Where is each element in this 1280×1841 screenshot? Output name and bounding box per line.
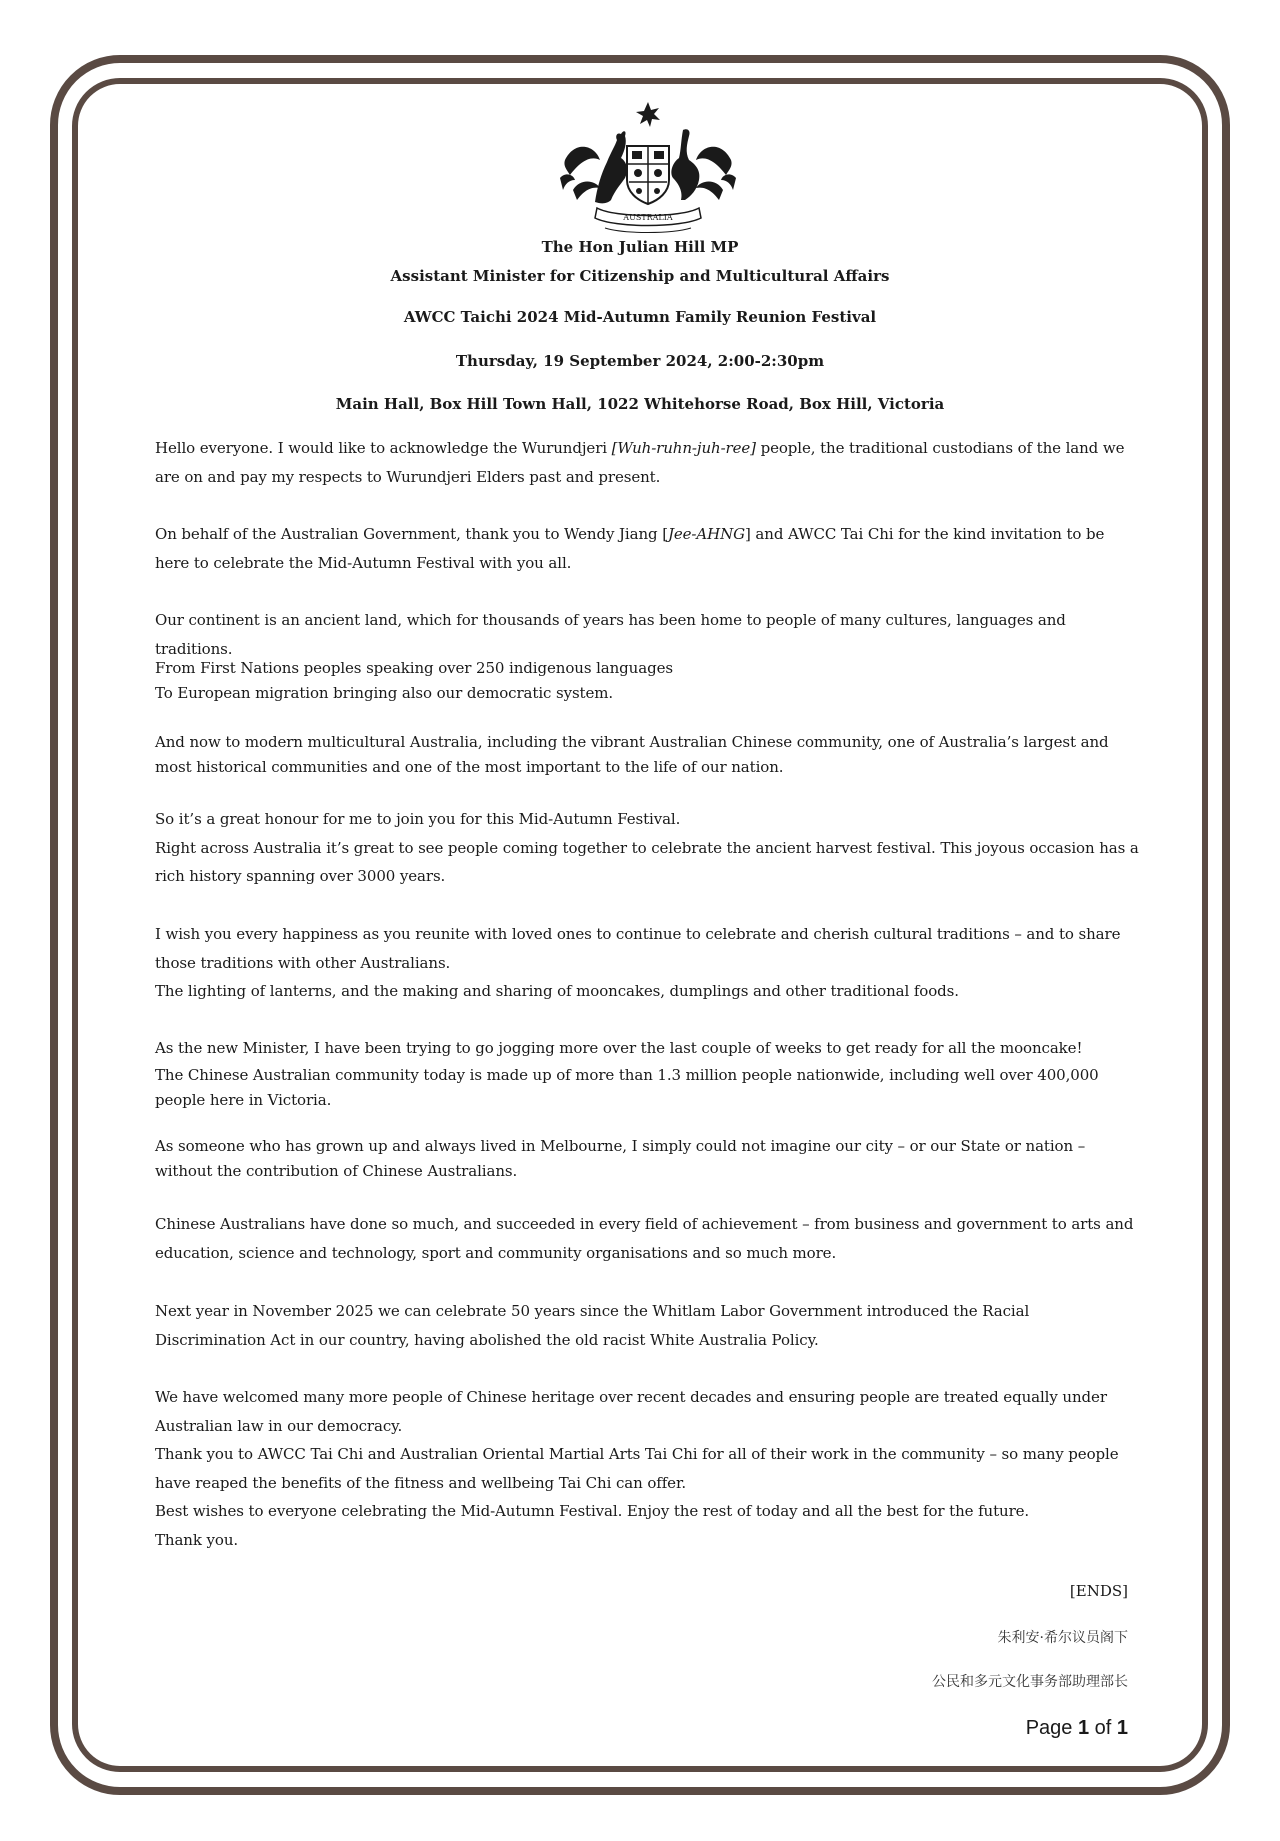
speech-paragraph-multicultural: And now to modern multicultural Australia, including the vibrant Australian Chinese community, one of Australia’s largest and most historical communities and one of the most important to the life of our nation.	[155, 733, 1109, 776]
speech-paragraph-acknowledgement: Hello everyone. I would like to acknowledge the Wurundjeri [Wuh-ruhn-juh-ree] people, the traditional custodians of the land we are on and pay my respects to Wurundjeri Elders past and present.	[155, 439, 1125, 486]
speech-paragraph-history: From First Nations peoples speaking over 250 indigenous languages To European migration bringing also our democratic system.	[155, 659, 673, 702]
speech-paragraph-melbourne: As someone who has grown up and always lived in Melbourne, I simply could not imagine our city – or our State or nation – without the contribution of Chinese Australians.	[155, 1137, 1086, 1180]
event-venue: Main Hall, Box Hill Town Hall, 1022 Whitehorse Road, Box Hill, Victoria	[335, 395, 945, 413]
minister-title: Assistant Minister for Citizenship and Multicultural Affairs	[390, 267, 890, 285]
minister-name: The Hon Julian Hill MP	[541, 238, 739, 256]
ends-marker: [ENDS]	[1069, 1582, 1128, 1600]
svg-text:AUSTRALIA: AUSTRALIA	[623, 213, 673, 222]
event-datetime: Thursday, 19 September 2024, 2:00-2:30pm	[455, 352, 825, 370]
speech-paragraph-wishes: I wish you every happiness as you reunite with loved ones to continue to celebrate and cherish cultural traditions – and to share those traditions with other Australians. The lighting of lanterns, and the making and sharing of mooncakes, dumplings and other traditional foods.	[155, 925, 1121, 1000]
speech-paragraph-whitlam: Next year in November 2025 we can celebrate 50 years since the Whitlam Labor Government introduced the Racial Discrimination Act in our country, having abolished the old racist White Australia Policy.	[155, 1302, 1030, 1349]
event-title: AWCC Taichi 2024 Mid-Autumn Family Reunion Festival	[403, 308, 877, 326]
speech-paragraph-achievement: Chinese Australians have done so much, and succeeded in every field of achievement – from business and government to arts and education, science and technology, sport and community organisations and so much more.	[155, 1215, 1134, 1262]
scan-artifact	[780, 1788, 1080, 1794]
chinese-minister-name: 朱利安·希尔议员阁下	[997, 1630, 1128, 1646]
chinese-minister-title: 公民和多元文化事务部助理部长	[932, 1674, 1128, 1690]
speech-paragraph-closing: We have welcomed many more people of Chinese heritage over recent decades and ensuring people are treated equally under Australian law in our democracy. Thank you to AWCC Tai Chi and Australian Oriental Martial Arts Tai Chi for all of their work in the community – so many people have reaped the benefits of the fitness and wellbeing Tai Chi can offer. Best wishes to everyone celebrating the Mid-Autumn Festival. Enjoy the rest of today and all the best for the future. Thank you.	[155, 1388, 1119, 1549]
speech-paragraph-minister: As the new Minister, I have been trying to go jogging more over the last couple of weeks to get ready for all the mooncake! The Chinese Australian community today is made up of more than 1.3 million people nationwide, including well over 400,000 people here in Victoria.	[155, 1039, 1099, 1109]
coat-of-arms-emblem	[555, 100, 741, 240]
speech-paragraph-continent: Our continent is an ancient land, which for thousands of years has been home to people of many cultures, languages and traditions.	[155, 611, 1066, 658]
speech-paragraph-thanks: On behalf of the Australian Government, thank you to Wendy Jiang [Jee-AHNG] and AWCC Tai Chi for the kind invitation to be here to celebrate the Mid-Autumn Festival with you all.	[155, 525, 1105, 572]
speech-paragraph-honour: So it’s a great honour for me to join you for this Mid-Autumn Festival. Right across Australia it’s great to see people coming together to celebrate the ancient harvest festival. This joyous occasion has a rich history spanning over 3000 years.	[155, 810, 1139, 885]
page-number: Page 1 of 1	[1025, 1717, 1128, 1739]
